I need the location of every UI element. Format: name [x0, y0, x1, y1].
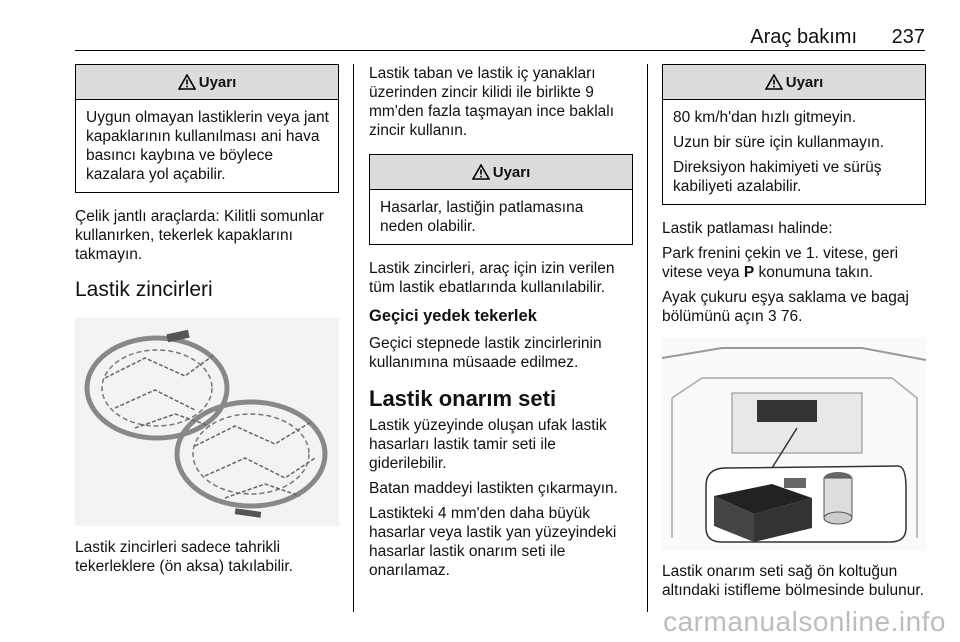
page-reference-icon: 3 [768, 308, 777, 325]
subsection-heading: Geçici yedek tekerlek [369, 307, 537, 325]
paragraph: Lastikteki 4 mm'den daha büyük hasarlar veya lastik yan yüzeyindeki hasarlar lastik onarım seti ile onarılamaz. [369, 505, 617, 579]
paragraph: Çelik jantlı araçlarda: Kilitli somunlar kullanırken, tekerlek kapaklarını takmayın. [75, 208, 324, 263]
warning-box [369, 154, 633, 245]
gear-p-label: P [743, 264, 755, 281]
warning-box [75, 64, 339, 193]
illustration-caption: Lastik zincirleri sadece tahrikli tekerleklere (ön aksa) takılabilir. [75, 539, 293, 575]
paragraph: Lastik zincirleri, araç için izin verilen tüm lastik ebatlarında kullanılabilir. [369, 260, 615, 296]
paragraph: Lastik yüzeyinde oluşan ufak lastik hasarları lastik tamir seti ile giderilebilir. [369, 417, 607, 472]
page-header [75, 26, 925, 51]
warning-title: Uyarı [785, 73, 824, 91]
warning-title: Uyarı [492, 163, 531, 181]
section-heading: Lastik onarım seti [369, 386, 557, 411]
warning-triangle-icon [765, 74, 783, 90]
column-1 [75, 64, 339, 582]
paragraph: Park frenini çekin ve 1. vitese, geri vitese veya P konumuna takın. [662, 245, 899, 281]
paragraph: Lastik patlaması halinde: [662, 220, 833, 237]
warning-triangle-icon [472, 164, 490, 180]
illustration-caption: Lastik onarım seti sağ ön koltuğun altındaki istifleme bölmesinde bulunur. [662, 563, 924, 599]
warning-triangle-icon [178, 74, 196, 90]
column-3 [662, 64, 926, 606]
page-number: 237 [891, 26, 925, 48]
column-divider [353, 64, 354, 612]
page-title: Araç bakımı [750, 26, 857, 48]
warning-text: Direksiyon hakimiyeti ve sürüş kabiliyeti azalabilir. [673, 159, 882, 195]
column-divider [647, 64, 648, 612]
warning-text: Uygun olmayan lastiklerin veya jant kapaklarının kullanılması ani hava basıncı kaybına ve böylece kazalara yol açabilir. [86, 109, 329, 183]
watermark: carmanualsonline.info [663, 606, 946, 637]
warning-text: Uzun bir süre için kullanmayın. [673, 134, 885, 151]
snow-chains-illustration [75, 318, 339, 526]
paragraph: Geçici stepnede lastik zincirlerinin kullanımına müsaade edilmez. [369, 335, 602, 371]
paragraph: Batan maddeyi lastikten çıkarmayın. [369, 480, 618, 497]
warning-text: Hasarlar, lastiğin patlamasına neden olabilir. [380, 199, 584, 235]
paragraph: Ayak çukuru eşya saklama ve bagaj bölümünü açın 3 76. [662, 289, 909, 325]
column-2 [369, 64, 633, 586]
warning-title: Uyarı [198, 73, 237, 91]
section-heading: Lastik zincirleri [75, 278, 213, 301]
paragraph: Lastik taban ve lastik iç yanakları üzerinden zincir kilidi ile birlikte 9 mm'den fazla taşmayan ince baklalı zincir kullanın. [369, 65, 615, 139]
warning-text: 80 km/h'dan hızlı gitmeyin. [673, 109, 857, 126]
warning-box [662, 64, 926, 205]
warning-header [663, 65, 925, 100]
warning-header [76, 65, 338, 100]
repair-kit-illustration [662, 338, 926, 550]
warning-header [370, 155, 632, 190]
